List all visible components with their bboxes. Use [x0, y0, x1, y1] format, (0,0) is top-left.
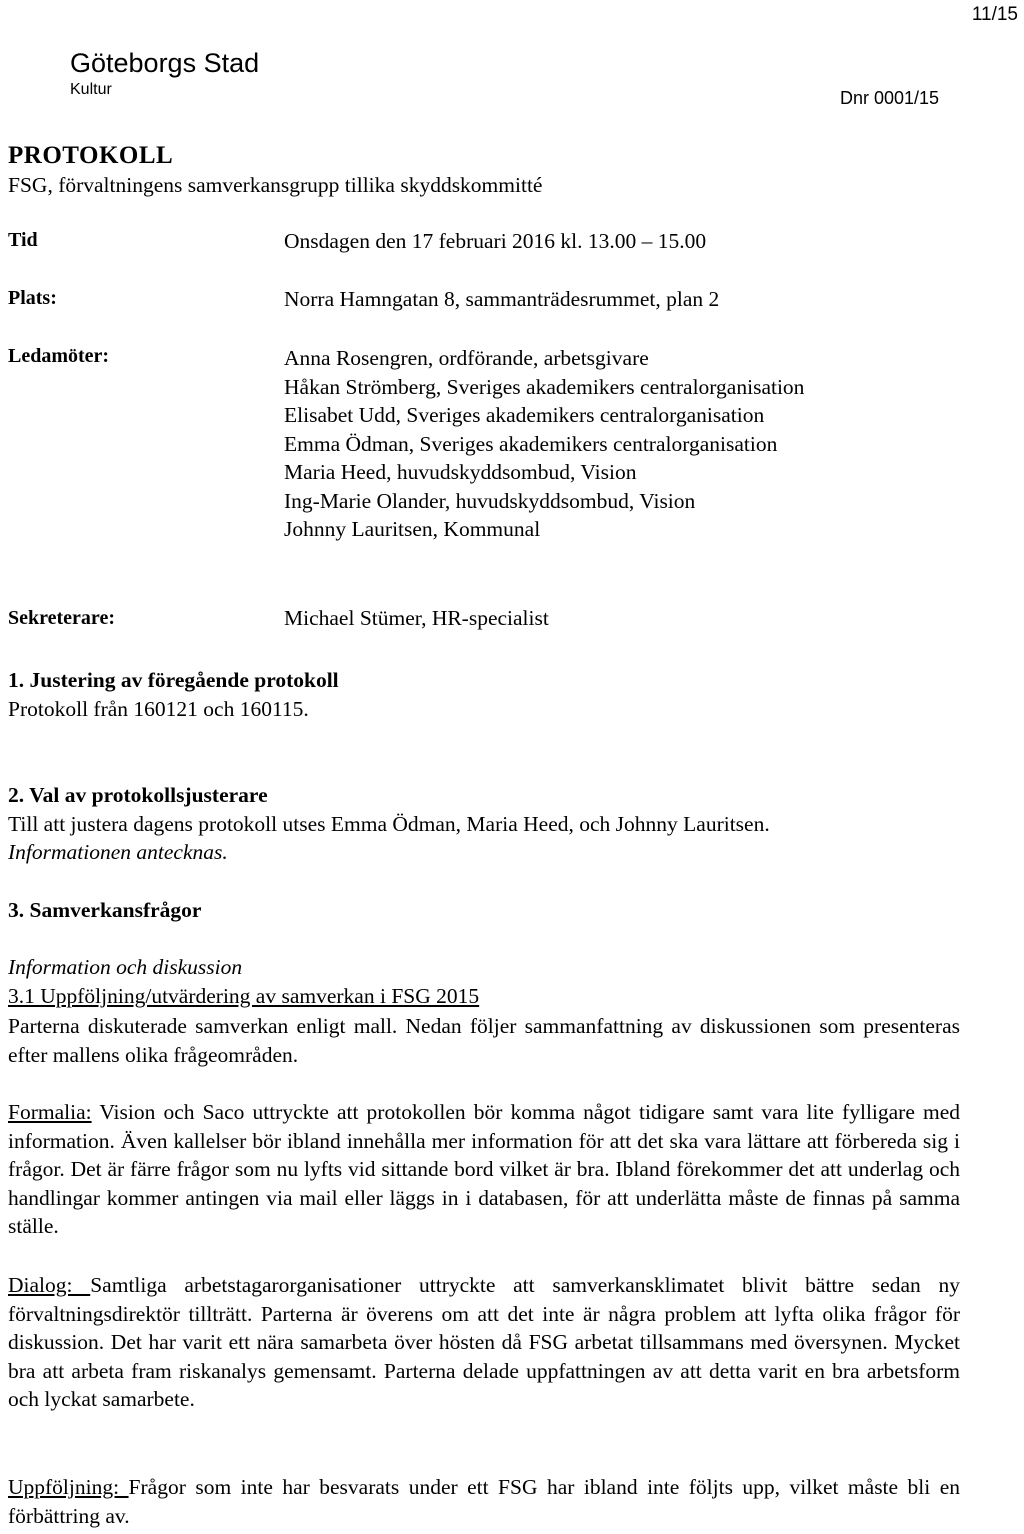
- diary-number: Dnr 0001/15: [840, 88, 940, 108]
- section2-text: Till att justera dagens protokoll utses Emma Ödman, Maria Heed, och Johnny Lauritsen.: [8, 812, 770, 836]
- document-title: PROTOKOLL: [8, 142, 174, 169]
- dialog-label: Dialog:: [8, 1273, 91, 1297]
- formalia-label: Formalia:: [8, 1100, 92, 1124]
- section3-subheading: 3.1 Uppföljning/utvärdering av samverkan i FSG 2015: [8, 984, 480, 1008]
- member-item: Anna Rosengren, ordförande, arbetsgivare: [284, 346, 649, 370]
- department-name: Kultur: [70, 81, 112, 98]
- org-name: Göteborgs Stad: [70, 48, 260, 78]
- member-item: Håkan Strömberg, Sveriges akademikers centralorganisation: [284, 374, 805, 399]
- section3-intro: Parterna diskuterade samverkan enligt mall. Nedan följer sammanfattning av diskussionen som presenteras efter mallens olika frågeområden.: [8, 1014, 960, 1067]
- dialog-paragraph: [8, 1271, 960, 1414]
- member-item: Elisabet Udd, Sveriges akademikers centralorganisation: [284, 403, 765, 427]
- uppfoljning-text: Frågor som inte har besvarats under ett FSG har ibland inte följts upp, vilket måste bli en förbättring av.: [8, 1475, 960, 1528]
- section3-heading: 3. Samverkansfrågor: [8, 898, 202, 922]
- member-item: Maria Heed, huvudskyddsombud, Vision: [284, 460, 637, 484]
- member-item: Emma Ödman, Sveriges akademikers centralorganisation: [284, 431, 778, 456]
- member-item: Ing-Marie Olander, huvudskyddsombud, Vision: [284, 488, 696, 513]
- section2-heading: 2. Val av protokollsjusterare: [8, 783, 268, 807]
- plats-label: Plats:: [8, 287, 57, 309]
- member-item: Johnny Lauritsen, Kommunal: [284, 517, 541, 541]
- plats-value: Norra Hamngatan 8, sammanträdesrummet, plan 2: [284, 287, 720, 311]
- section3-info: Information och diskussion: [8, 955, 243, 979]
- section1-text: Protokoll från 160121 och 160115.: [8, 697, 309, 721]
- formalia-text: Vision och Saco uttryckte att protokollen bör komma något tidigare samt vara lite fylligare med information. Även kallelser bör ibland innehålla mer information för att det ska vara lättare att förbereda sig i frågor. Det är färre frågor som nu lyfts vid sittande bord vilket är bra. Ibland förekommer det att underlag och handlingar kommer antingen via mail eller läggs in i databasen, för att underlätta måste de finnas på samma ställe.: [8, 1100, 960, 1238]
- page-number: 11/15: [971, 4, 1018, 25]
- uppfoljning-paragraph: [8, 1473, 960, 1530]
- sekreterare-label: Sekreterare:: [8, 607, 115, 629]
- ledamoter-label: Ledamöter:: [8, 345, 110, 367]
- section2-note: Informationen antecknas.: [8, 840, 228, 864]
- section1-heading: 1. Justering av föregående protokoll: [8, 668, 339, 692]
- tid-value: Onsdagen den 17 februari 2016 kl. 13.00 – 15.00: [284, 229, 707, 253]
- document-subtitle: FSG, förvaltningens samverkansgrupp tillika skyddskommitté: [8, 173, 543, 197]
- member-list: [284, 344, 804, 544]
- sekreterare-value: Michael Stümer, HR-specialist: [284, 606, 549, 630]
- formalia-paragraph: [8, 1098, 960, 1241]
- dialog-text: Samtliga arbetstagarorganisationer uttryckte att samverkansklimatet blivit bättre sedan ny förvaltningsdirektör tillträtt. Parterna är överens om att det inte är några problem att lyfta olika frågor för diskussion. Det har varit ett nära samarbeta över hösten då FSG arbetat tillsammans med översynen. Mycket bra att arbeta fram riskanalys gemensamt. Parterna delade uppfattningen av att detta varit en bra arbetsform och lyckat samarbete.: [8, 1273, 960, 1411]
- uppfoljning-label: Uppföljning:: [8, 1475, 129, 1499]
- tid-label: Tid: [8, 229, 38, 251]
